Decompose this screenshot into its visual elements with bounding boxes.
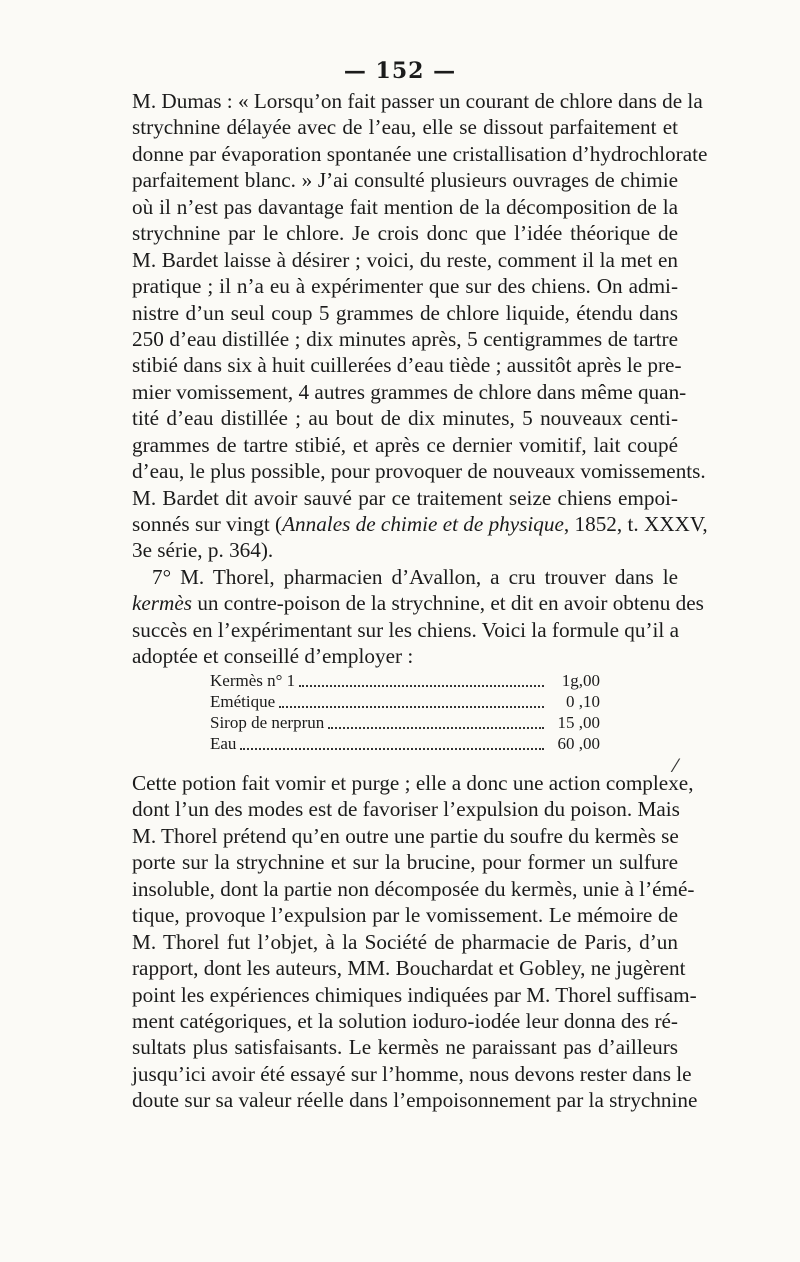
text-line: parfaitement blanc. » J’ai consulté plusieurs ouvrages de chimie	[132, 168, 678, 193]
text-line: dont l’un des modes est de favoriser l’expulsion du poison. Mais	[132, 797, 680, 822]
formula-list	[210, 670, 600, 754]
citation-volume: , 1852, t. XXXV,	[563, 512, 708, 536]
leader-dots	[240, 748, 544, 750]
formula-row	[210, 670, 600, 691]
leader-dots	[328, 727, 544, 729]
text-line: M. Thorel fut l’objet, à la Société de pharmacie de Paris, d’un	[132, 929, 678, 954]
stray-ink-mark: ⁄	[674, 756, 678, 777]
text-line: ment catégoriques, et la solution ioduro-iodée leur donna des ré-	[132, 1008, 678, 1033]
leader-dots	[299, 685, 544, 687]
text-line: jusqu’ici avoir été essayé sur l’homme, nous devons rester dans le	[132, 1061, 692, 1086]
page-number: — 152 —	[343, 58, 457, 84]
text-line: strychnine par le chlore. Je crois donc que l’idée théorique de	[132, 221, 678, 246]
ingredient-quantity: 1g,00	[561, 671, 600, 690]
text-line: adoptée et conseillé d’employer :	[132, 644, 414, 669]
text-line: strychnine délayée avec de l’eau, elle se dissout parfaitement et	[132, 115, 678, 140]
ingredient-name: Kermès n° 1	[210, 671, 296, 690]
leader-dots	[279, 706, 544, 708]
text-line: donne par évaporation spontanée une cristallisation d’hydrochlorate	[132, 141, 708, 166]
text-line: insoluble, dont la partie non décomposée du kermès, unie à l’émé-	[132, 876, 695, 901]
formula-row	[210, 733, 600, 754]
text-line: Cette potion fait vomir et purge ; elle a donc une action complexe,	[132, 771, 694, 795]
text-line: M. Bardet laisse à désirer ; voici, du reste, comment il la met en	[132, 247, 678, 272]
ingredient-name: Eau	[210, 734, 237, 753]
journal-title: Annales de chimie et de physique	[282, 512, 564, 536]
text-line: 3e série, p. 364).	[132, 538, 274, 563]
text-line: doute sur sa valeur réelle dans l’empoisonnement par la strychnine	[132, 1088, 698, 1113]
text-line: où il n’est pas davantage fait mention de la décomposition de la	[132, 194, 678, 219]
text-line-citation	[132, 511, 708, 537]
text-line: 7° M. Thorel, pharmacien d’Avallon, a cru trouver dans le	[152, 564, 678, 589]
text-line: tique, provoque l’expulsion par le vomissement. Le mémoire de	[132, 903, 678, 928]
ingredient-quantity: 60 ,00	[557, 734, 600, 753]
kermes-rest: un contre-poison de la strychnine, et dit en avoir obtenu des	[192, 591, 704, 616]
text-line: pratique ; il n’a eu à expérimenter que sur des chiens. On admi-	[132, 274, 678, 299]
ingredient-quantity: 0 ,10	[566, 692, 600, 711]
text-line: succès en l’expérimentant sur les chiens. Voici la formule qu’il a	[132, 617, 679, 642]
text-line-kermes	[132, 590, 704, 616]
text-line: M. Bardet dit avoir sauvé par ce traitement seize chiens empoi-	[132, 485, 678, 510]
text-line: d’eau, le plus possible, pour provoquer de nouveaux vomissements.	[132, 459, 706, 484]
kermes-term: kermès	[132, 591, 193, 616]
text-line: porte sur la strychnine et sur la brucine, pour former un sulfure	[132, 850, 678, 875]
citation-open: sonnés sur vingt (	[132, 512, 283, 536]
text-line: rapport, dont les auteurs, MM. Bouchardat et Gobley, ne jugèrent	[132, 956, 686, 981]
text-line: 250 d’eau distillée ; dix minutes après, 5 centigrammes de tartre	[132, 326, 678, 351]
text-line: tité d’eau distillée ; au bout de dix minutes, 5 nouveaux centi-	[132, 406, 678, 431]
paragraph-thorel-discussion	[132, 770, 698, 1114]
formula-row	[210, 712, 600, 733]
text-line: nistre d’un seul coup 5 grammes de chlore liquide, étendu dans	[132, 300, 678, 325]
text-line: mier vomissement, 4 autres grammes de chlore dans même quan-	[132, 379, 687, 404]
ingredient-name: Emétique	[210, 692, 276, 711]
paragraph-dumas-bardet-thorel	[132, 88, 708, 670]
text-line: M. Thorel prétend qu’en outre une partie du soufre du kermès se	[132, 823, 679, 848]
text-line: M. Dumas : « Lorsqu’on fait passer un courant de chlore dans de la	[132, 89, 703, 113]
text-line: grammes de tartre stibié, et après ce dernier vomitif, lait coupé	[132, 432, 678, 457]
formula-row	[210, 691, 600, 712]
ingredient-name: Sirop de nerprun	[210, 713, 325, 732]
text-line: sultats plus satisfaisants. Le kermès ne paraissant pas d’ailleurs	[132, 1035, 678, 1060]
ingredient-quantity: 15 ,00	[557, 713, 600, 732]
text-line: stibié dans six à huit cuillerées d’eau tiède ; aussitôt après le pre-	[132, 353, 682, 378]
text-line: point les expériences chimiques indiquées par M. Thorel suffisam-	[132, 982, 697, 1007]
